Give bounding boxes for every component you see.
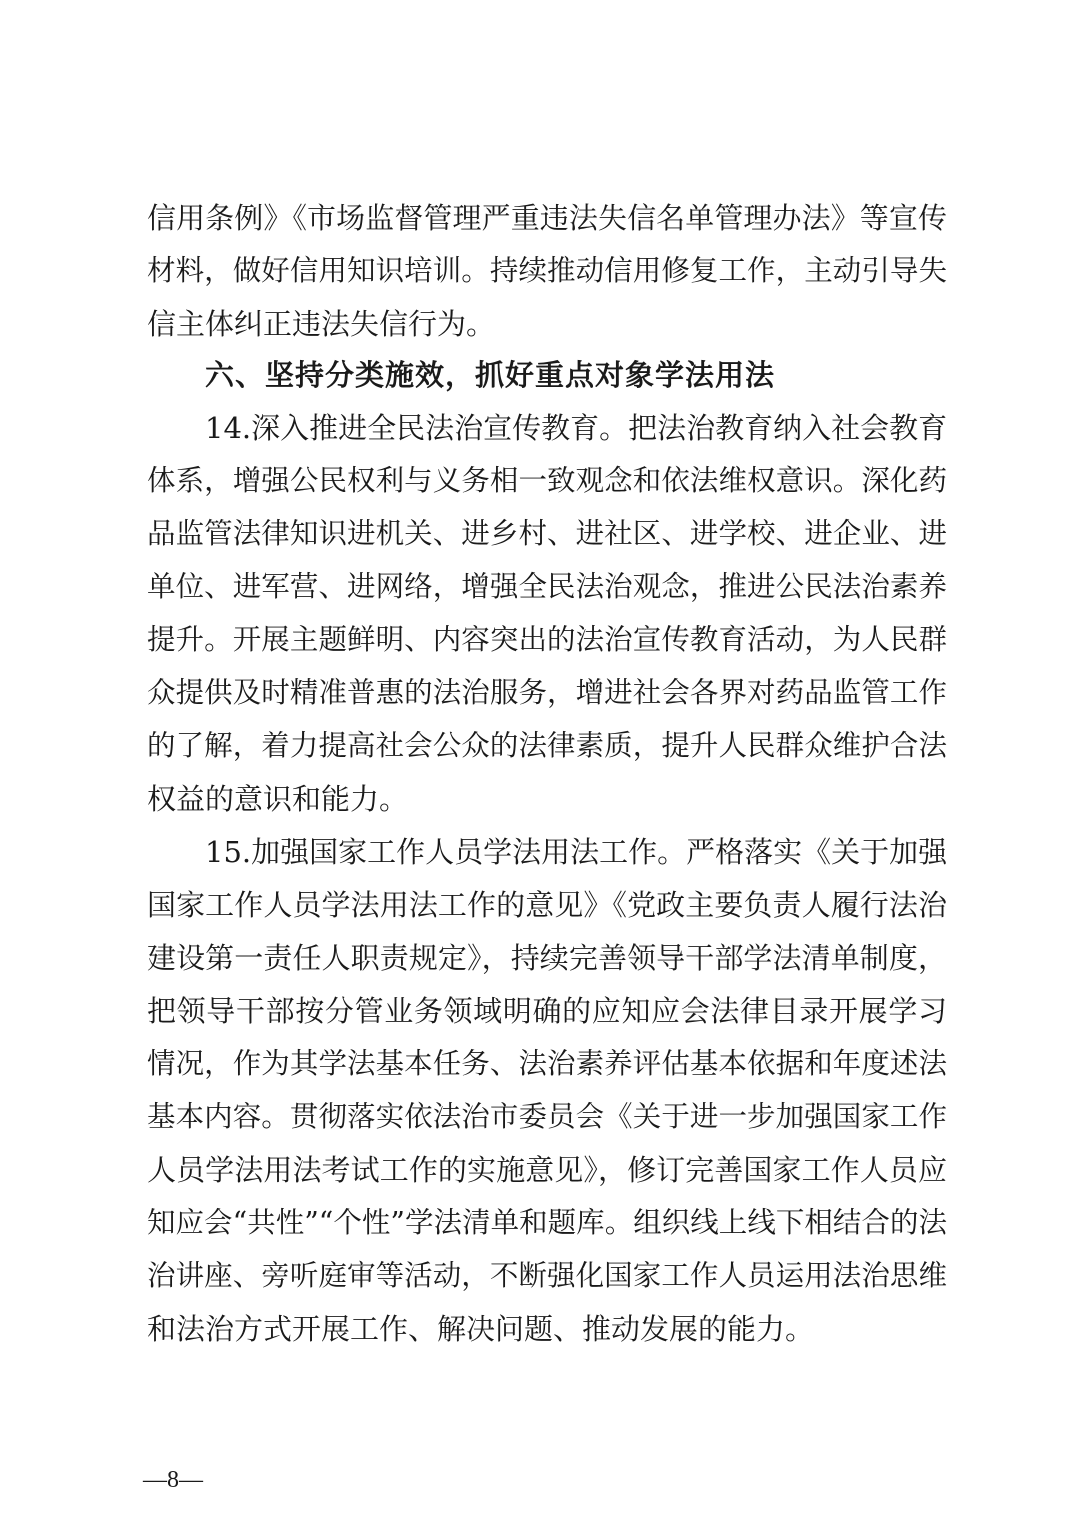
item15-line-3: 建设第一责任人职责规定》，持续完善领导干部学法清单制度，: [147, 941, 947, 975]
item14-line-8: 权益的意识和能力。: [147, 782, 409, 816]
item15-line-1: 15.加强国家工作人员学法用法工作。严格落实《关于加强: [205, 835, 948, 869]
item15-line-2: 国家工作人员学法用法工作的意见》《党政主要负责人履行法治: [147, 888, 947, 922]
page-number: —8—: [143, 1467, 203, 1493]
section-heading: 六、坚持分类施效，抓好重点对象学法用法: [205, 358, 776, 392]
item14-line-2: 体系，增强公民权利与义务相一致观念和依法维权意识。深化药: [147, 464, 947, 497]
item15-line-4: 把领导干部按分管业务领域明确的应知应会法律目录开展学习: [147, 994, 947, 1028]
item15-line-7: 人员学法用法考试工作的实施意见》，修订完善国家工作人员应: [147, 1153, 947, 1187]
item14-line-3: 品监管法律知识进机关、进乡村、进社区、进学校、进企业、进: [147, 517, 947, 550]
item14-line-4: 单位、进军营、进网络，增强全民法治观念，推进公民法治素养: [147, 570, 947, 603]
intro-line-3: 信主体纠正违法失信行为。: [147, 307, 496, 341]
intro-line-1: 信用条例》《市场监督管理严重违法失信名单管理办法》等宣传: [147, 201, 947, 235]
item14-line-7: 的了解，着力提高社会公众的法律素质，提升人民群众维护合法: [147, 729, 947, 762]
item15-line-10: 和法治方式开展工作、解决问题、推动发展的能力。: [147, 1312, 815, 1346]
item14-line-5: 提升。开展主题鲜明、内容突出的法治宣传教育活动，为人民群: [147, 623, 947, 656]
intro-line-2: 材料，做好信用知识培训。持续推动信用修复工作，主动引导失: [147, 254, 947, 287]
item15-line-8: 知应会“共性”“个性”学法清单和题库。组织线上线下相结合的法: [147, 1206, 947, 1239]
item14-line-1: 14.深入推进全民法治宣传教育。把法治教育纳入社会教育: [205, 411, 948, 445]
item14-line-6: 众提供及时精准普惠的法治服务，增进社会各界对药品监管工作: [147, 676, 947, 709]
item15-line-5: 情况，作为其学法基本任务、法治素养评估基本依据和年度述法: [147, 1047, 947, 1080]
item15-line-9: 治讲座、旁听庭审等活动，不断强化国家工作人员运用法治思维: [147, 1259, 947, 1292]
item15-line-6: 基本内容。贯彻落实依法治市委员会《关于进一步加强国家工作: [147, 1100, 947, 1133]
